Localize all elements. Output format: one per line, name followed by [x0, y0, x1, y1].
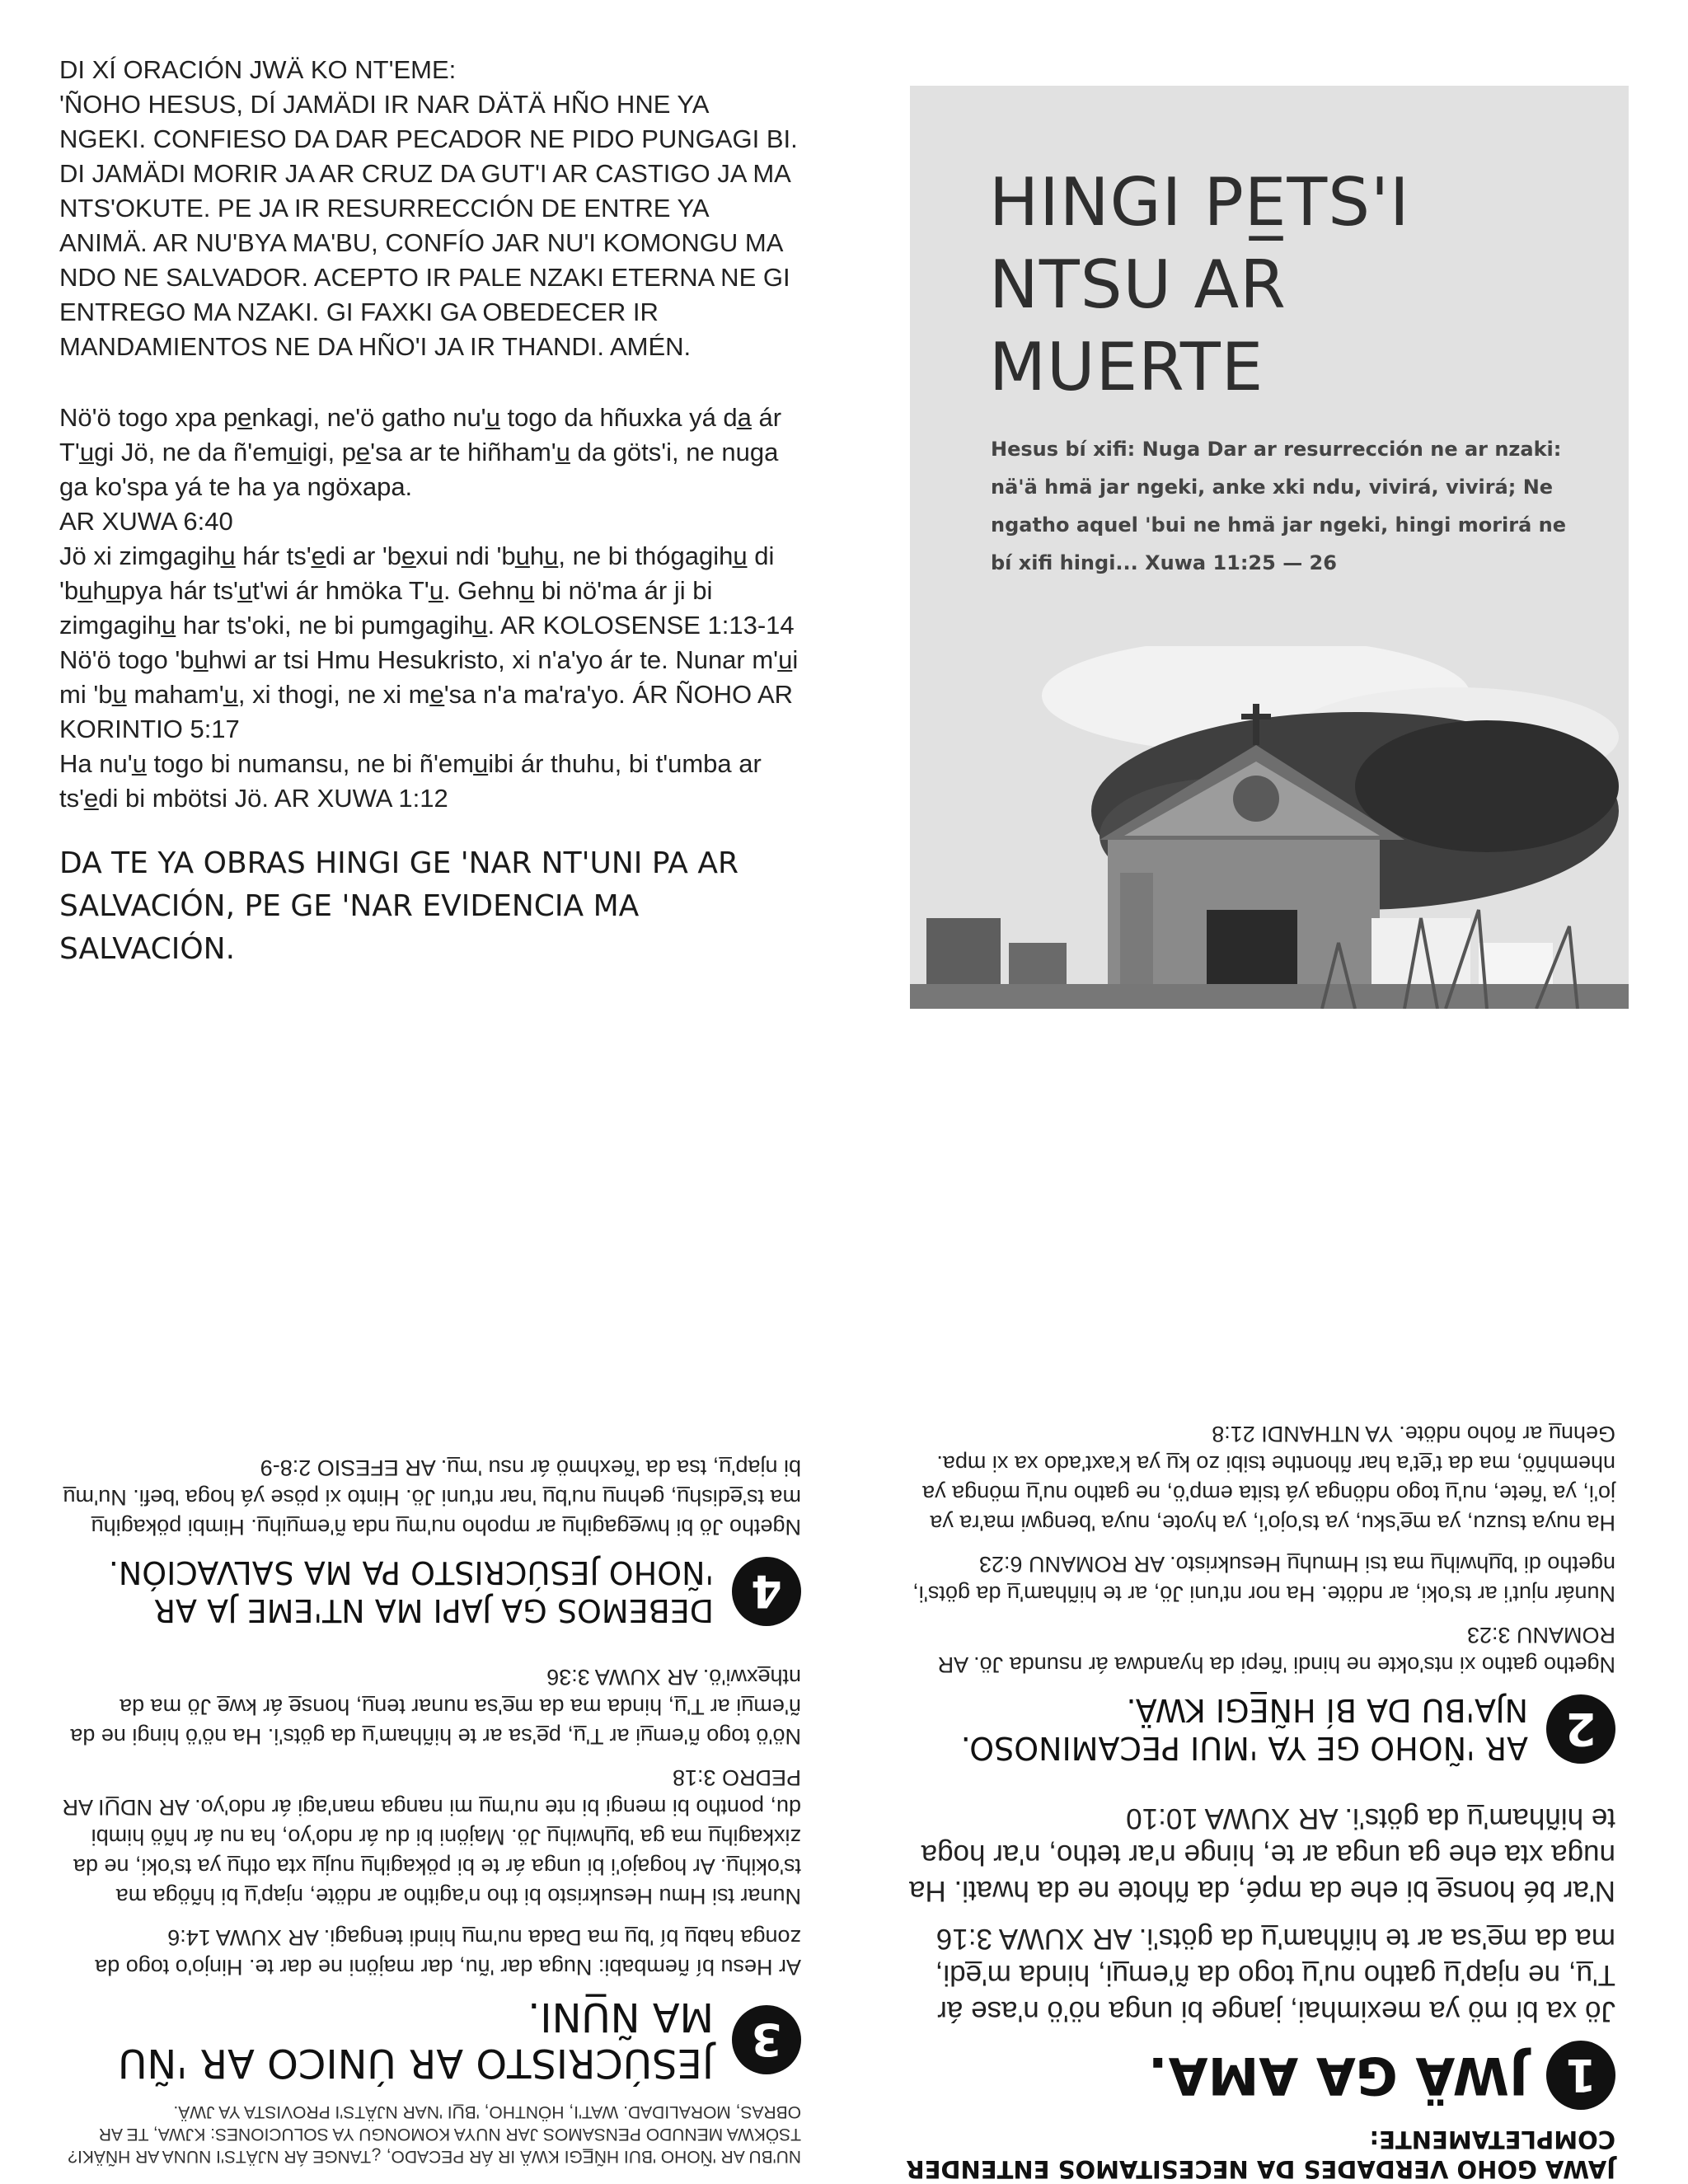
prayer-text: DI XÍ ORACIÓN JWÄ KO NT'EME: 'ÑOHO HESUS, DÍ JAMÄDI IR NAR DÄTÄ HÑO HNE YA NGEKI. CONFIESO DA DAR PECADOR NE PIDO PUNGAGI BI. DI JAMÄDI MORIR JA AR CRUZ DA GUT'I AR CASTIGO JA MA NTS'OKUTE. PE JA IR RESURRECCIÓN DE ENTRE YA ANIMÄ. AR NU'BYA MA'BU, CONFÍO JAR NU'I KOMONGU MA NDO NE SALVADOR. ACEPTO IR PALE NZAKI ETERNA NE GI ENTREGO MA NZAKI. GI FAXKI GA OBEDECER IR MANDAMIENTOS NE DA HÑO'I JA IR THANDI. AMÉN.: [59, 55, 798, 361]
chapel-illustration: [910, 646, 1629, 1009]
verse-1-ref: AR XUWA 6:40: [59, 507, 233, 536]
section-3-heading: JESÚCRISTO AR ÚNICO AR 'ÑU MA ÑU̲NI.: [118, 1994, 714, 2086]
verse-1: Nö'ö togo xpa pe̲nkagi, ne'ö gatho nu'u̲ togo da hñuxka yá da̲ ár T'u̲gi Jö, ne da ñ'emu̲igi, pe̲'sa ar te hiñham'u̲ da göts'i, ne nuga ga ko'spa yá te ha ya ngöxapa.: [59, 403, 782, 501]
solutions-intro: NU'BU AR 'ÑOHO 'BUI HÑE̲GI KWÄ IR ÁR PECADO, ¿TANGE ÁR NJÄTS'I NUNA AR HÑÄKI? TSÖKWA MENUDO PENSAMOS JAR NUYA KOMONGU YA SOLUCIONES: KJWA, TE AR OBRAS, MORALIDAD. WAT'I, HÖNTHO, 'BU̲I 'NAR NJÄTS'I PROVISTA YA JWÄ.: [68, 2102, 801, 2166]
section-1: [898, 1800, 1615, 2110]
truths-intro: JAWA GOHO VERDADES DA NECESITAMOS ENTENDER COMPLETAMENTE:: [906, 2125, 1615, 2183]
section-3-body-2: Nunar tsi Hmu Hesukristo bi tho n'agitho ar ndöte, njap'u̲ bi hñöga ma ts'okihu̲. Ar hogajo'i bi unga ár te bi pökagihu̲ nuju̲ xta othu̲ ya ts'oki, ne da zixkagihu̲ ma ga 'bu̲hwihu̲ Jö. Majöni bi du ár ndo'yo, ha nu ár hñö himbi du, pontho bi mengi bi nte nu'mu̲ mi nanga man'agi ár ndo'yo. AR NDU̲I AR PEDRO 3:18: [62, 1765, 801, 1909]
number-3-badge: 3: [732, 2005, 801, 2074]
truths-panel-1-2: [898, 1133, 1615, 2184]
number-2-badge: 2: [1546, 1694, 1615, 1764]
section-2: [898, 1419, 1615, 1767]
section-2-body: Ngetho gatho xi nts'okte ne hindi 'ñepi da hyandwa ár nsunda Jö. AR ROMANU 3:23: [937, 1623, 1615, 1677]
section-4: [59, 1453, 801, 1629]
section-4-heading: DEBEMOS GA JAPI MA NT'EME JA AR 'ÑOHO JESÚCRISTO PA MA SALVACIÓN.: [108, 1554, 714, 1629]
verse-2: Jö xi zimgagihu̲ hár ts'e̲di ar 'be̲xui ndi 'bu̲hu̲, ne bi thógagihu̲ di 'bu̲hu̲pya hár ts'u̲t'wi ár hmöka T'u̲. Gehnu̲ bi nö'ma ár ji bi zimgagihu̲ har ts'oki, ne bi pumgagihu̲. AR KOLOSENSE 1:13-14: [59, 541, 795, 640]
section-2-body-2: Nunár njut'i ar ts'oki, ar ndöte. Ha nor nt'uni Jö, ar te hiñham'u̲ da göts'i, ngetho di 'bu̲hwihu̲ ma tsi Hmuhu̲ Hesukristo. AR ROMANU 6:23: [912, 1552, 1615, 1606]
section-3-body-3: Nö'ö togo ñ'emu̲i ar T'u̲, pe̲'sa ar te hiñham'u̲ da göts'i. Ha nö'ö hingi ne da ñ'emu̲i ar T'u̲, hinda ma da me̲'sa nunar tenu̲, honse̲ ár kwe̲ Jö ma da nthe̲xwi'ö. AR XUWA 3:36: [70, 1665, 801, 1749]
verse-3: Nö'ö togo 'bu̲hwi ar tsi Hmu Hesukristo, xi n'a'yo ár te. Nunar m'u̲i mi 'bu̲ maham'u̲, xi thogi, ne xi me̲'sa n'a ma'ra'yo. ÁR ÑOHO AR KORINTIO 5:17: [59, 645, 799, 743]
number-1-badge: 1: [1546, 2041, 1615, 2110]
section-2-body-3: Ha nuya tsuzu, ya me̲'sku, ya ts'ojo'i, ya hyote, nuya 'bengwi ma'ra ya jo'i, ya 'ñete, nu'u̲ togo ndönga yá tsita emp'ö, ne gatho nu'u̲ mönga ya nhemhñö, ma da t'e̲t'a har ñhonthe tsibi zo ku̲ ya k'axt'ado xa xi mpa. Gehnu̲ ar ñoho ndöte. YA NTHANDI 21:8: [922, 1422, 1615, 1535]
section-3: [59, 1662, 801, 2086]
section-1-heading: JWÄ GA AMA.: [1147, 2046, 1528, 2106]
section-4-body: Ngetho Jö bi hwe̲gagihu̲ ar mpoho nu'mu̲ nda ñ'emu̲ihu̲. Himbi pökagihu̲ ma ts'e̲dishu̲, gehnu̲ nu'bu̲ 'nar nt'uni Jö. Hinto xi pöse yá hoga 'befi. Nu'mu̲ bi njap'u̲, tsa da 'ñexhmö ár nsu 'mu̲. AR EFESIO 2:8-9: [63, 1455, 801, 1540]
closing-statement: DA TE YA OBRAS HINGI GE 'NAR NT'UNI PA AR SALVACIÓN, PE GE 'NAR EVIDENCIA MA SALVACIÓN.: [59, 846, 738, 966]
section-3-body: Ar Hesu bí ñembabi: Nuga dar 'ñu, dar majöni ne dar te. Hinjo'o togo da zonga habu̲ bí 'bu̲ ma Dada nu'mu̲ hindi tengagi. AR XUWA 14:6: [95, 1925, 801, 1980]
prayer-panel: [59, 53, 801, 971]
cover-quote: Hesus bí xifi: Nuga Dar ar resurrección ne ar nzaki: nä'ä hmä jar ngeki, anke xki ndu, vivirá, vivirá; Ne ngatho aquel 'bui ne hmä jar ngeki, hingi morirá ne bí xifi hingi... Xuwa 11:25 — 26: [991, 438, 1567, 574]
section-1-body: Jö xa bi mö ya meximhai, jange bi unga nö'ö n'ase ár T'u̲, ne njap'u̲ gatho nu'u̲ togo da ñ'emu̲i, hinda m'e̲di, ma da me̲'sa ar te hiñham'u̲ da göts'i. AR XUWA 3:16: [935, 1923, 1615, 2027]
section-2-heading: AR 'ÑOHO GE YA 'MUI PECAMINOSO. NJA'BU DA BÍ HÑE̲GI KWÄ.: [960, 1692, 1528, 1766]
verse-4: Ha nu'u̲ togo bi numansu, ne bi ñ'emu̲ibi ár thuhu, bi t'umba ar ts'e̲di bi mbötsi Jö. AR XUWA 1:12: [59, 749, 762, 813]
number-4-badge: 4: [732, 1557, 801, 1626]
cover-panel: [910, 86, 1629, 1009]
truths-panel-3-4: [59, 1154, 801, 2168]
verse-list: [59, 401, 801, 816]
section-1-body-2: N'ar bé honse̲ bi ehe da mpé, da ñhote ne da hwati. Ha nuga xta ehe ga unga ar te, hinge n'ar tetho, n'ar hoga te hiñham'u̲ da göts'i. AR XUWA 10:10: [909, 1802, 1615, 1907]
cover-title: HINGI PE̲TS'I NTSU AR MUERTE: [989, 164, 1410, 405]
